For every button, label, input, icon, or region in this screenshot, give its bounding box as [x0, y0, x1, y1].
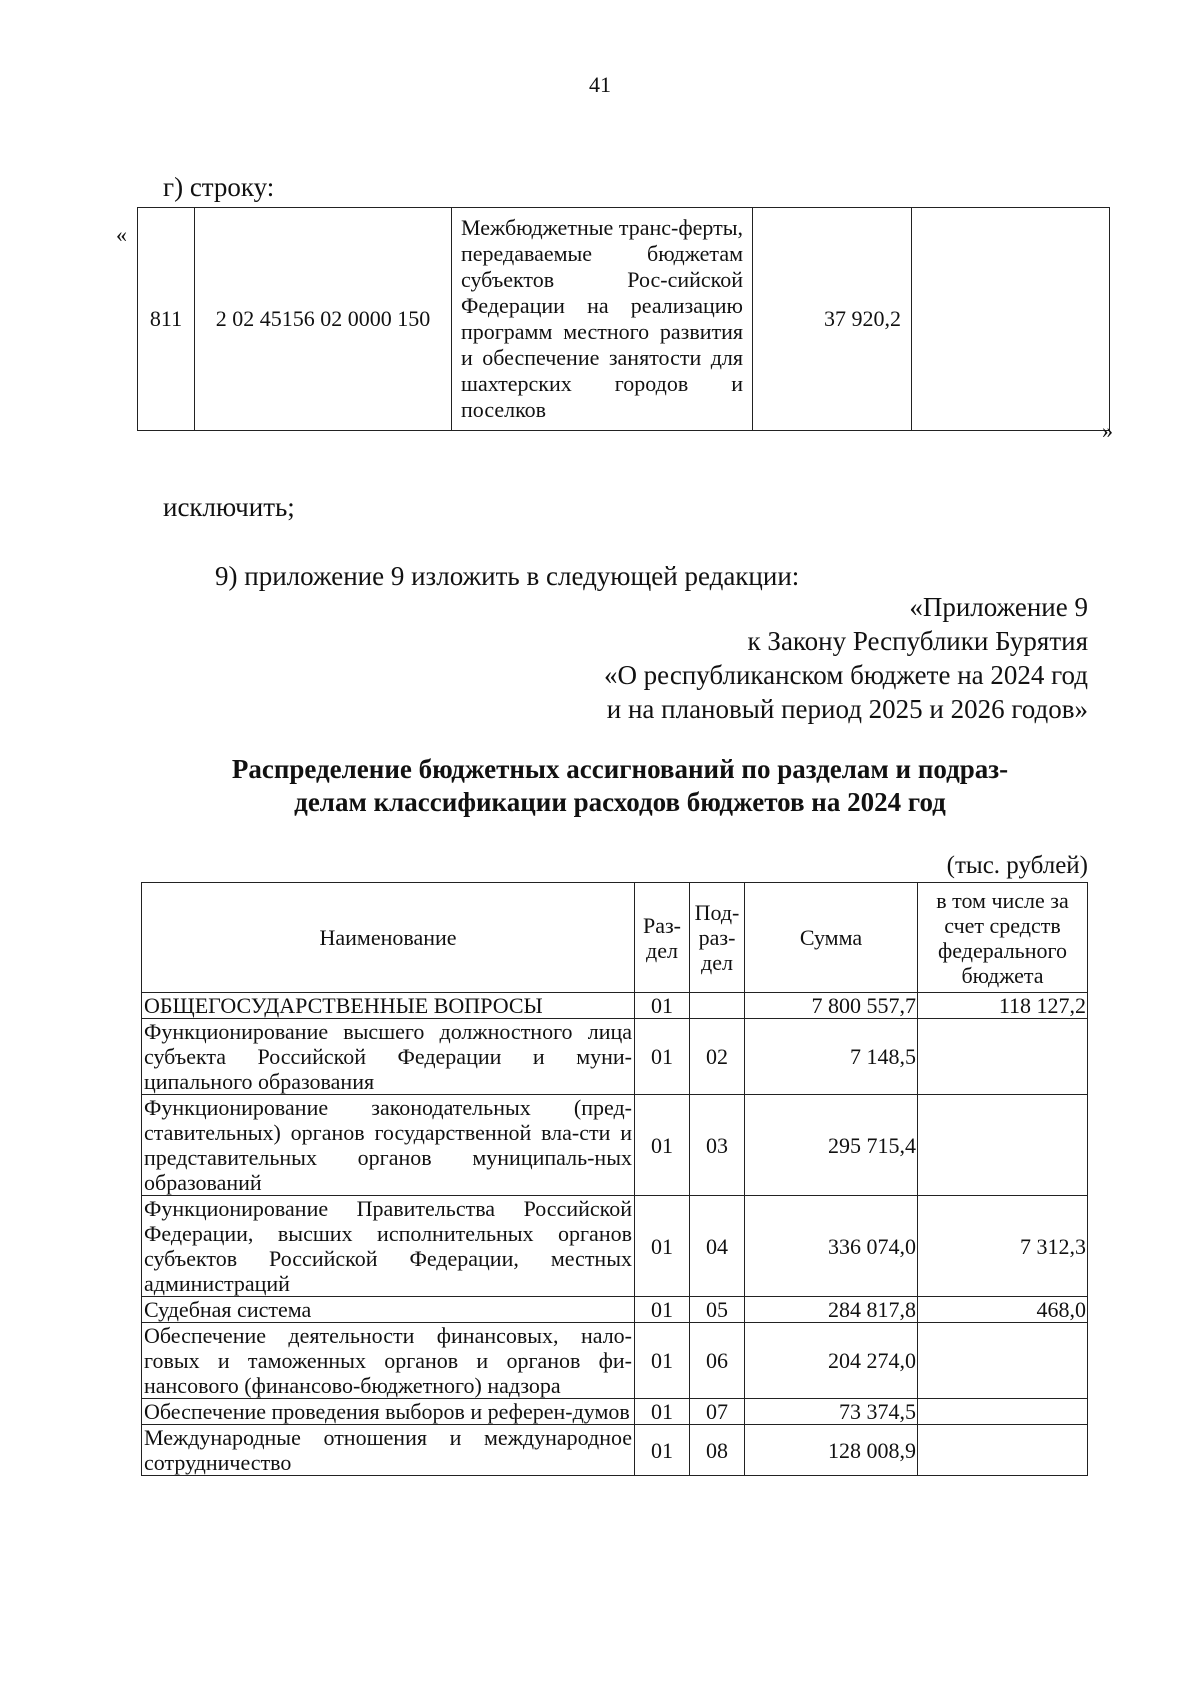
row-section: 01 [635, 1425, 690, 1476]
table-row [142, 1425, 1088, 1476]
row-name: Обеспечение деятельности финансовых, нало-говых и таможенных органов и органов фи-нансового (финансово-бюджетного) надзора [142, 1323, 635, 1399]
row-name: ОБЩЕГОСУДАРСТВЕННЫЕ ВОПРОСЫ [142, 993, 635, 1019]
row-federal: 7 312,3 [918, 1196, 1088, 1297]
page-title [150, 753, 1090, 819]
row-federal [918, 1425, 1088, 1476]
row-name: Функционирование Правительства Российской Федерации, высших исполнительных органов субъектов Российской Федерации, местных администраций [142, 1196, 635, 1297]
row-name: Функционирование законодательных (пред-ставительных) органов государственной вла-сти и представительных органов муниципаль-ных образований [142, 1095, 635, 1196]
header-subsection: Под-раз-дел [690, 883, 745, 993]
row-sum: 7 800 557,7 [745, 993, 918, 1019]
row-federal: 468,0 [918, 1297, 1088, 1323]
appendix-line-3: «О республиканском бюджете на 2024 год [603, 660, 1088, 690]
row-name: Функционирование высшего должностного лица субъекта Российской Федерации и муни-ципального образования [142, 1019, 635, 1095]
table-row [142, 1196, 1088, 1297]
page-number: 41 [589, 72, 611, 97]
row-subsection: 02 [690, 1019, 745, 1095]
exclude-text: исключить; [163, 492, 295, 522]
amend-budget-code: 2 02 45156 02 0000 150 [195, 208, 452, 431]
row-subsection: 05 [690, 1297, 745, 1323]
row-name: Международные отношения и международное сотрудничество [142, 1425, 635, 1476]
title-line-1: Распределение бюджетных ассигнований по разделам и подраз- [231, 754, 1009, 784]
row-name: Обеспечение проведения выборов и референ-думов [142, 1399, 635, 1425]
table-header-row [142, 883, 1088, 993]
units-label: (тыс. рублей) [946, 852, 1088, 879]
row-section: 01 [635, 1297, 690, 1323]
row-section: 01 [635, 993, 690, 1019]
row-subsection: 06 [690, 1323, 745, 1399]
appendix-line-1: «Приложение 9 [909, 592, 1088, 622]
row-federal [918, 1019, 1088, 1095]
table-row [142, 1323, 1088, 1399]
quote-open: « [116, 222, 127, 247]
amendment-row [138, 208, 1110, 431]
quote-close: » [1102, 418, 1113, 443]
amend-description: Межбюджетные транс-ферты, передаваемые бюджетам субъектов Рос-сийской Федерации на реализацию программ местного развития и обеспечение занятости для шахтерских городов и поселков [452, 208, 753, 431]
table-row [142, 993, 1088, 1019]
header-name: Наименование [142, 883, 635, 993]
header-federal: в том числе за счет средств федерального бюджета [918, 883, 1088, 993]
row-sum: 73 374,5 [745, 1399, 918, 1425]
item-g-label: г) строку: [163, 172, 275, 202]
amendment-table [137, 207, 1110, 431]
table-row [142, 1297, 1088, 1323]
row-sum: 204 274,0 [745, 1323, 918, 1399]
header-section: Раз-дел [635, 883, 690, 993]
row-federal [918, 1095, 1088, 1196]
row-sum: 128 008,9 [745, 1425, 918, 1476]
table-row [142, 1019, 1088, 1095]
row-section: 01 [635, 1095, 690, 1196]
amend-admin-code: 811 [138, 208, 195, 431]
title-line-2: делам классификации расходов бюджетов на 2024 год [294, 787, 946, 817]
row-sum: 284 817,8 [745, 1297, 918, 1323]
amend-sum: 37 920,2 [753, 208, 912, 431]
row-subsection: 07 [690, 1399, 745, 1425]
appendix-line-2: к Закону Республики Бурятия [747, 626, 1088, 656]
row-section: 01 [635, 1196, 690, 1297]
table-row [142, 1399, 1088, 1425]
budget-table [141, 882, 1088, 1476]
row-section: 01 [635, 1019, 690, 1095]
row-federal [918, 1399, 1088, 1425]
header-sum: Сумма [745, 883, 918, 993]
item-9-text: 9) приложение 9 изложить в следующей редакции: [215, 561, 800, 591]
row-section: 01 [635, 1323, 690, 1399]
row-subsection: 03 [690, 1095, 745, 1196]
row-sum: 336 074,0 [745, 1196, 918, 1297]
row-subsection [690, 993, 745, 1019]
appendix-header [604, 590, 1088, 726]
row-subsection: 08 [690, 1425, 745, 1476]
row-sum: 295 715,4 [745, 1095, 918, 1196]
row-name: Судебная система [142, 1297, 635, 1323]
appendix-line-4: и на плановый период 2025 и 2026 годов» [606, 694, 1088, 724]
row-sum: 7 148,5 [745, 1019, 918, 1095]
table-row [142, 1095, 1088, 1196]
row-federal: 118 127,2 [918, 993, 1088, 1019]
amend-extra [912, 208, 1110, 431]
row-federal [918, 1323, 1088, 1399]
row-subsection: 04 [690, 1196, 745, 1297]
row-section: 01 [635, 1399, 690, 1425]
